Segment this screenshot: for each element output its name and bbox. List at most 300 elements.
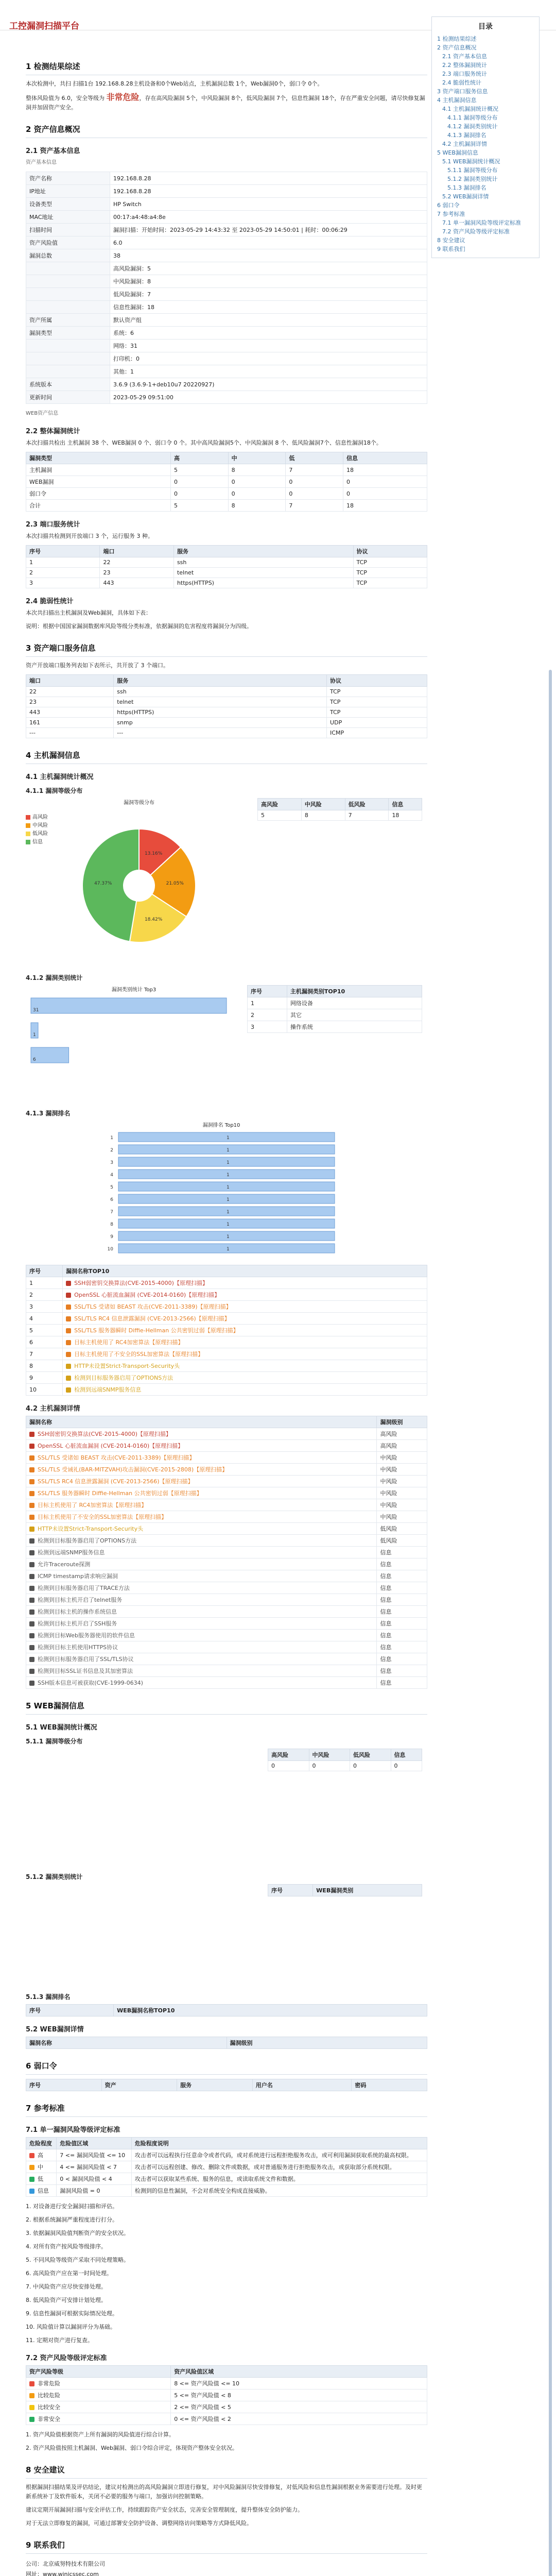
vuln-detail-name [26, 1464, 377, 1476]
summary-text-a: 整体风险值为 6.0，安全等级为 [26, 95, 105, 101]
vuln-link[interactable]: HTTP未设置Strict-Transport-Security头 [38, 1526, 144, 1532]
rank-bar-value: 1 [227, 1160, 230, 1165]
rank-vuln-name [63, 1325, 427, 1336]
warning-icon [66, 1364, 71, 1369]
vuln-link[interactable]: SSL/TLS 服务器瞬时 Diffie-Hellman 公共密钥过弱【原理扫描】 [38, 1490, 202, 1497]
table-cell: 0 [170, 476, 228, 488]
section-6-heading: 6 弱口令 [26, 2060, 427, 2075]
table-cell: TCP [353, 578, 427, 588]
asset-risk-range: 8 <= 资产风险值 <= 10 [171, 2378, 427, 2389]
asset-info-caption: 资产基本信息 [26, 160, 57, 165]
standard-desc: 攻击者可以获取某些系统、服务的信息，或读取系统文件和数据。 [131, 2173, 427, 2185]
vuln-detail-level: 高风险 [377, 1428, 427, 1440]
vuln-detail-level: 信息 [377, 1641, 427, 1653]
column-header: 资产风险值区域 [171, 2366, 427, 2378]
category-bar-value: 6 [33, 1057, 36, 1062]
plus-icon [29, 1669, 34, 1674]
toc-item[interactable]: 7.1 单一漏洞风险等级评定标准 [442, 219, 521, 226]
overall-vuln-table [26, 452, 427, 512]
toc-item[interactable]: 4.1 主机漏洞统计概况 [442, 106, 498, 112]
asset-risk-note: 2. 资产风险值按照主机漏洞、Web漏洞、弱口令综合评定，体现资产整体安全状况。 [26, 2445, 238, 2451]
warning-icon [66, 1281, 71, 1286]
asset-info-key: 扫描时间 [26, 224, 110, 236]
plus-icon [29, 1503, 34, 1508]
toc-item[interactable]: 2 资产信息概况 [437, 44, 477, 51]
vuln-detail-name [26, 1523, 377, 1535]
vuln-detail-name [26, 1665, 377, 1677]
table-cell: 网络设备 [287, 997, 422, 1009]
standard-note: 8. 低风险资产可安排计划处理。 [26, 2297, 107, 2303]
warning-icon [66, 1316, 71, 1321]
vuln-link[interactable]: 检测到目标主机使用HTTPS协议 [38, 1644, 118, 1651]
standard-note: 9. 信息性漏洞可根据实际情况处理。 [26, 2310, 118, 2317]
table-row [26, 488, 427, 500]
asset-info-value: 信息性漏洞：18 [110, 301, 427, 314]
column-header: 序号 [268, 1885, 313, 1896]
vuln-link[interactable]: SSL/TLS 受诫礼(BAR-MITZVAH)攻击漏洞(CVE-2015-2808)【原理扫描】 [38, 1466, 228, 1473]
vuln-detail-row [26, 1653, 427, 1665]
table-cell: TCP [353, 557, 427, 568]
table-cell: 0 [343, 476, 427, 488]
plus-icon [29, 1574, 34, 1579]
table-cell: 0 [268, 1761, 309, 1771]
vuln-link[interactable]: 目标主机使用了 RC4加密算法【原理扫描】 [38, 1502, 147, 1509]
table-cell: 8 [228, 500, 286, 512]
table-cell: 7 [345, 810, 389, 821]
vuln-detail-row [26, 1487, 427, 1499]
asset-info-row [26, 262, 427, 275]
table-cell: 5 [258, 810, 302, 821]
plus-icon [29, 1645, 34, 1650]
table-header-row [26, 2005, 427, 2016]
vuln-detail-name [26, 1582, 377, 1594]
vuln-detail-level: 信息 [377, 1594, 427, 1606]
toc-item[interactable]: 7.2 资产风险等级评定标准 [442, 228, 510, 235]
table-header-row [26, 546, 427, 557]
table-cell: WEB漏洞 [26, 476, 171, 488]
section-2-3-heading: 2.3 端口服务统计 [26, 521, 80, 529]
rank-number: 1 [26, 1277, 63, 1289]
vuln-detail-level: 信息 [377, 1582, 427, 1594]
vuln-link[interactable]: 检测到目标主机开启了SSH服务 [38, 1620, 117, 1627]
column-header: 中风险 [309, 1749, 350, 1761]
vuln-link[interactable]: 允许Traceroute探测 [38, 1561, 91, 1568]
table-cell: 22 [100, 557, 173, 568]
toc-item[interactable]: 1 检测结果综述 [437, 36, 477, 42]
column-header: 信息 [389, 799, 422, 810]
vuln-link[interactable]: 检测到目标服务器启用了TRACE方法 [38, 1585, 130, 1591]
asset-risk-label: 非常安全 [38, 2416, 60, 2422]
contact-line: 网址：www.winicssec.com [26, 2571, 99, 2576]
table-cell: 操作系统 [287, 1021, 422, 1033]
toc-item[interactable]: 4 主机漏洞信息 [437, 97, 477, 104]
vuln-detail-row [26, 1594, 427, 1606]
plus-icon [29, 1467, 34, 1472]
warning-icon [66, 1376, 71, 1381]
risk-icon [29, 2405, 34, 2410]
rank-row [26, 1277, 427, 1289]
section-7-1-heading: 7.1 单一漏洞风险等级评定标准 [26, 2126, 120, 2134]
advice-paragraph-3: 对于无法立即修复的漏洞，可通过部署安全防护设备、调整网络访问策略等方式降低风险。 [26, 2520, 252, 2527]
rank-bar-value: 1 [227, 1210, 230, 1215]
column-header: 信息 [391, 1749, 422, 1761]
table-row [248, 1009, 422, 1021]
column-header: 低风险 [345, 799, 389, 810]
vuln-link[interactable]: 检测到目标主机开启了telnet服务 [38, 1597, 123, 1603]
warning-icon [66, 1304, 71, 1310]
table-row [248, 1021, 422, 1033]
standard-level [26, 2149, 57, 2161]
vuln-link[interactable]: SSH版本信息可被获取(CVE-1999-0634) [38, 1680, 143, 1686]
table-cell: 3 [26, 578, 100, 588]
toc-item[interactable]: 5.1.3 漏洞排名 [447, 184, 486, 191]
table-cell: 0 [228, 488, 286, 500]
asset-info-key: 更新时间 [26, 391, 110, 404]
table-row [26, 718, 427, 728]
vuln-detail-row [26, 1464, 427, 1476]
table-row [26, 728, 427, 738]
toc-item[interactable]: 4.2 主机漏洞详情 [442, 141, 487, 147]
column-header: 资产风险等级 [26, 2366, 171, 2378]
toc-item[interactable]: 4.1.2 漏洞类别统计 [447, 123, 498, 130]
asset-info-row [26, 275, 427, 288]
plus-icon [29, 1515, 34, 1520]
plus-icon [29, 1444, 34, 1449]
vuln-link[interactable]: 检测到目标Web服务器使用的软件信息 [38, 1632, 135, 1639]
column-header: 漏洞名称TOP10 [63, 1265, 427, 1277]
vuln-link[interactable]: SSL/TLS 受诸如 BEAST 攻击(CVE-2011-3389)【原理扫描】 [38, 1454, 195, 1461]
rank-vuln-name [63, 1336, 427, 1348]
section-1-heading: 1 检测结果综述 [26, 61, 427, 75]
table-cell: https(HTTPS) [114, 707, 327, 718]
rank-vuln-name [63, 1384, 427, 1396]
vuln-link[interactable]: SSL/TLS RC4 信息泄露漏洞 (CVE-2013-2566)【原理扫描】 [38, 1478, 194, 1485]
web-category-table [268, 1884, 422, 1896]
vuln-detail-row [26, 1440, 427, 1452]
rank-vuln-name [63, 1372, 427, 1384]
vuln-detail-name [26, 1511, 377, 1523]
toc-item[interactable]: 7 参考标准 [437, 211, 465, 217]
vuln-link[interactable]: OpenSSL 心脏流血漏洞 (CVE-2014-0160)【原理扫描】 [74, 1292, 220, 1298]
standard-note: 1. 对设备进行安全漏洞扫描和评估。 [26, 2203, 118, 2210]
toc-item[interactable]: 4.1.3 漏洞排名 [447, 132, 486, 139]
vuln-detail-level: 信息 [377, 1618, 427, 1630]
plus-icon [29, 1621, 34, 1626]
asset-info-key: 漏洞类型 [26, 327, 110, 340]
asset-info-row [26, 236, 427, 249]
vuln-link[interactable]: 目标主机使用了 RC4加密算法【原理扫描】 [74, 1339, 184, 1346]
summary-paragraph-2 [26, 93, 427, 112]
vuln-detail-name [26, 1618, 377, 1630]
column-header: 服务 [114, 675, 327, 687]
toc-item[interactable]: 9 联系我们 [437, 246, 465, 252]
section-5-1-1-heading: 5.1.1 漏洞等级分布 [26, 1738, 83, 1745]
section-4-heading: 4 主机漏洞信息 [26, 750, 427, 764]
column-header: 危险程度 [26, 2138, 57, 2149]
vuln-link[interactable]: HTTP未设置Strict-Transport-Security头 [74, 1363, 180, 1369]
standard-row [26, 2149, 427, 2161]
host-severity-table [257, 798, 422, 821]
standard-desc: 攻击者可以远程执行任意命令或者代码，或对系统进行远程拒绝服务攻击，或可利用漏洞获取系统的最高权限。 [131, 2149, 427, 2161]
summary-text-c: ，存在高风险漏洞 5个，中风险漏洞 8个，低风险漏洞 7个，信息性漏洞 18个，存在严重安全问题，请尽快修复漏洞并加固资产安全。 [26, 95, 425, 111]
standard-range: 漏洞风险值 = 0 [57, 2185, 131, 2197]
column-header: 中 [228, 452, 286, 464]
asset-risk-note: 1. 资产风险值根据资产上所有漏洞的风险值进行综合计算。 [26, 2431, 175, 2438]
plus-icon [29, 1562, 34, 1567]
rank-bar-label: 4 [110, 1173, 113, 1178]
asset-info-value: 其他：1 [110, 365, 427, 378]
table-of-contents [431, 16, 540, 258]
legend-label: 低风险 [32, 831, 48, 837]
toc-title: 目录 [478, 23, 493, 31]
table-cell: 18 [343, 464, 427, 476]
pie-svg [26, 808, 252, 963]
asset-info-row [26, 249, 427, 262]
rank-vuln-name [63, 1348, 427, 1360]
port-stat-paragraph: 本次扫描共检测到开放端口 3 个，运行服务 3 种。 [26, 533, 153, 539]
vuln-link[interactable]: 检测到目标服务器启用了SSL/TLS协议 [38, 1656, 134, 1663]
rank-number: 9 [26, 1372, 63, 1384]
standard-notes [26, 2202, 427, 2345]
column-header: WEB漏洞类别 [313, 1885, 422, 1896]
toc-item[interactable]: 3 资产端口服务信息 [437, 88, 488, 95]
table-cell: 18 [389, 810, 422, 821]
advice-paragraph-2: 建议定期开展漏洞扫描与安全评估工作，持续跟踪资产安全状态，完善安全管理制度，提升整体安全防护能力。 [26, 2506, 303, 2513]
vuln-detail-name [26, 1570, 377, 1582]
web-rank-table [26, 2004, 427, 2016]
vuln-detail-row [26, 1535, 427, 1547]
rank-bar-label: 7 [110, 1210, 113, 1215]
plus-icon [29, 1586, 34, 1591]
vuln-detail-row [26, 1665, 427, 1677]
table-header-row [258, 799, 422, 810]
toc-item[interactable]: 8 安全建议 [437, 237, 465, 244]
asset-info-value: 192.168.8.28 [110, 172, 427, 185]
rank-number: 5 [26, 1325, 63, 1336]
table-cell: 合计 [26, 500, 171, 512]
table-header-row [26, 452, 427, 464]
toc-item[interactable]: 5.1 WEB漏洞统计概况 [442, 158, 500, 165]
vuln-detail-name [26, 1677, 377, 1689]
asset-info-row [26, 301, 427, 314]
column-header: 高风险 [258, 799, 302, 810]
toc-item[interactable]: 5 WEB漏洞信息 [437, 149, 478, 156]
column-header: 低 [286, 452, 343, 464]
legend-label: 信息 [32, 839, 43, 845]
vuln-link[interactable]: 目标主机使用了不安全的SSL加密算法【原理扫描】 [74, 1351, 204, 1358]
asset-info-key: 资产风险值 [26, 236, 110, 249]
vuln-stat-paragraph: 本次共扫描出主机漏洞及Web漏洞，具体如下表： [26, 609, 151, 616]
asset-risk-row [26, 2378, 427, 2389]
standard-level-label: 高 [38, 2152, 43, 2159]
asset-info-value: 默认资产组 [110, 314, 427, 327]
table-row [268, 1761, 422, 1771]
overall-vuln-paragraph: 本次扫描共检出 主机漏洞 38 个、WEB漏洞 0 个、弱口令 0 个。其中高风险漏洞5个、中风险漏洞 8 个、低风险漏洞7个、信息性漏洞18个。 [26, 439, 382, 446]
vuln-link[interactable]: ICMP timestamp请求响应漏洞 [38, 1573, 118, 1580]
table-header-row [26, 1416, 427, 1428]
rank-number: 3 [26, 1301, 63, 1313]
rank-bar-value: 1 [227, 1148, 230, 1153]
asset-info-key: 资产名称 [26, 172, 110, 185]
column-header: 协议 [353, 546, 427, 557]
table-cell: 0 [170, 488, 228, 500]
asset-risk-range: 5 <= 资产风险值 < 8 [171, 2389, 427, 2401]
standard-desc: 攻击者可以远程创建、修改、删除文件或数据，或对普通服务进行拒绝服务攻击，或获取部分系统权限。 [131, 2161, 427, 2173]
asset-risk-range: 2 <= 资产风险值 < 5 [171, 2401, 427, 2413]
plus-icon [29, 1609, 34, 1615]
vuln-link[interactable]: SSL/TLS RC4 信息泄露漏洞 (CVE-2013-2566)【原理扫描】 [74, 1315, 230, 1322]
rank-row [26, 1289, 427, 1301]
rank-number: 6 [26, 1336, 63, 1348]
severity-pie-chart [26, 798, 252, 968]
section-4-1-2-heading: 4.1.2 漏洞类别统计 [26, 974, 83, 981]
asset-info-row [26, 378, 427, 391]
rank-bar-label: 10 [107, 1247, 113, 1252]
standard-note: 5. 不同风险等级资产采取不同处理策略。 [26, 2257, 129, 2263]
vuln-link[interactable]: SSH弱密钥交换算法(CVE-2015-4000)【原理扫描】 [74, 1280, 208, 1286]
rank-bar-value: 1 [227, 1247, 230, 1252]
rank-bar-label: 3 [110, 1160, 113, 1165]
rank-vuln-name [63, 1360, 427, 1372]
rank-bar-value: 1 [227, 1234, 230, 1240]
section-5-1-heading: 5.1 WEB漏洞统计概况 [26, 1724, 97, 1732]
plus-icon [29, 1432, 34, 1437]
column-header: 序号 [248, 986, 287, 997]
standard-note: 4. 对所有资产按风险等级排序。 [26, 2243, 107, 2250]
table-cell: TCP [327, 687, 427, 697]
section-2-2-heading: 2.2 整体漏洞统计 [26, 428, 80, 435]
asset-info-value: HP Switch [110, 198, 427, 211]
plus-icon [29, 1657, 34, 1662]
asset-info-key: 设备类型 [26, 198, 110, 211]
asset-risk-notes [26, 2430, 427, 2453]
asset-info-row [26, 211, 427, 224]
column-header: WEB漏洞名称TOP10 [114, 2005, 427, 2016]
rank-chart-title: 漏洞排名 Top10 [202, 1123, 240, 1128]
table-cell: 0 [350, 1761, 391, 1771]
vuln-detail-name [26, 1641, 377, 1653]
table-cell: 1 [248, 997, 287, 1009]
column-header: 漏洞名称 [26, 2037, 227, 2049]
plus-icon [29, 1550, 34, 1555]
toc-item[interactable]: 2.3 端口服务统计 [442, 71, 487, 77]
table-cell: 主机漏洞 [26, 464, 171, 476]
column-header: 序号 [26, 1265, 63, 1277]
vuln-detail-row [26, 1511, 427, 1523]
table-cell: 22 [26, 687, 114, 697]
vuln-link[interactable]: SSL/TLS 受诸如 BEAST 攻击(CVE-2011-3389)【原理扫描】 [74, 1303, 232, 1310]
toc-item[interactable]: 5.2 WEB漏洞详情 [442, 193, 489, 200]
table-cell: TCP [327, 697, 427, 707]
table-cell: 1 [26, 557, 100, 568]
vuln-link[interactable]: 检测到目标服务器启用了OPTIONS方法 [74, 1375, 173, 1381]
toc-item[interactable]: 5.1.1 漏洞等级分布 [447, 167, 498, 174]
column-header: 服务 [177, 2079, 253, 2091]
vuln-detail-level: 信息 [377, 1665, 427, 1677]
scrollbar[interactable] [549, 670, 552, 2576]
section-4-1-1-heading: 4.1.1 漏洞等级分布 [26, 787, 83, 794]
standard-note: 11. 定期对资产进行复查。 [26, 2337, 93, 2344]
vuln-detail-level: 中风险 [377, 1476, 427, 1487]
standard-note: 2. 根据系统漏洞严重程度进行打分。 [26, 2216, 118, 2223]
plus-icon [29, 1598, 34, 1603]
standard-note: 10. 风险值计算以漏洞评分为基础。 [26, 2324, 116, 2330]
vuln-detail-name [26, 1606, 377, 1618]
column-header: 漏洞级别 [377, 1416, 427, 1428]
table-cell: 23 [100, 568, 173, 578]
web-detail-table [26, 2037, 427, 2049]
standard-note: 6. 高风险资产应在第一时间处理。 [26, 2270, 112, 2277]
table-cell: 0 [228, 476, 286, 488]
asset-info-row [26, 352, 427, 365]
asset-info-row [26, 340, 427, 352]
column-header: 序号 [26, 2079, 102, 2091]
risk-icon [29, 2381, 34, 2386]
toc-item[interactable]: 4.1.1 漏洞等级分布 [447, 114, 498, 121]
asset-info-key [26, 352, 110, 365]
vuln-link[interactable]: 目标主机使用了不安全的SSL加密算法【原理扫描】 [38, 1514, 167, 1520]
asset-info-key [26, 288, 110, 301]
standard-range: 0 < 漏洞风险值 < 4 [57, 2173, 131, 2185]
section-5-2-heading: 5.2 WEB漏洞详情 [26, 2026, 84, 2033]
level-icon [29, 2177, 34, 2182]
rank-vuln-name [63, 1277, 427, 1289]
asset-risk-level [26, 2401, 171, 2413]
column-header: 高 [170, 452, 228, 464]
vuln-link[interactable]: SSL/TLS 服务器瞬时 Diffie-Hellman 公共密钥过弱【原理扫描】 [74, 1327, 239, 1334]
toc-item[interactable]: 2.2 整体漏洞统计 [442, 62, 487, 69]
table-cell: 443 [100, 578, 173, 588]
vuln-link[interactable]: 检测到目标服务器启用了OPTIONS方法 [38, 1537, 137, 1544]
vuln-link[interactable]: 检测到目标主机的操作系统信息 [38, 1608, 117, 1615]
asset-risk-standard-table [26, 2365, 427, 2425]
toc-item[interactable]: 6 弱口令 [437, 202, 460, 209]
section-2-heading: 2 资产信息概况 [26, 124, 427, 138]
table-cell: 443 [26, 707, 114, 718]
vuln-link[interactable]: SSH弱密钥交换算法(CVE-2015-4000)【原理扫描】 [38, 1431, 171, 1437]
asset-info-key: 漏洞总数 [26, 249, 110, 262]
vuln-link[interactable]: 检测到远端SNMP服务信息 [74, 1386, 142, 1393]
toc-item[interactable]: 5.1.2 漏洞类别统计 [447, 176, 498, 182]
table-row [26, 687, 427, 697]
table-cell: TCP [353, 568, 427, 578]
standard-level [26, 2185, 57, 2197]
rank-bar-value: 1 [227, 1197, 230, 1202]
asset-info-value: 6.0 [110, 236, 427, 249]
vuln-link[interactable]: 检测到远端SNMP服务信息 [38, 1549, 105, 1556]
table-row [26, 697, 427, 707]
toc-item[interactable]: 2.1 资产基本信息 [442, 53, 487, 60]
table-header-row [268, 1749, 422, 1761]
table-cell: 8 [301, 810, 345, 821]
section-8-heading: 8 安全建议 [26, 2464, 427, 2479]
table-cell: 23 [26, 697, 114, 707]
vuln-link[interactable]: 检测到目标SSL证书信息及其加密算法 [38, 1668, 133, 1674]
vuln-detail-name [26, 1499, 377, 1511]
section-2-4-heading: 2.4 脆弱性统计 [26, 598, 74, 605]
asset-info-key [26, 365, 110, 378]
plus-icon [29, 1455, 34, 1461]
vuln-detail-row [26, 1558, 427, 1570]
vuln-detail-level: 中风险 [377, 1464, 427, 1476]
asset-info-value: 2023-05-29 09:51:00 [110, 391, 427, 404]
vuln-link[interactable]: OpenSSL 心脏流血漏洞 (CVE-2014-0160)【原理扫描】 [38, 1443, 184, 1449]
rank-bar-value: 1 [227, 1185, 230, 1190]
toc-item[interactable]: 2.4 脆弱性统计 [442, 79, 481, 86]
rank-svg [98, 1128, 345, 1262]
section-4-2-heading: 4.2 主机漏洞详情 [26, 1405, 80, 1413]
table-cell: 3 [248, 1021, 287, 1033]
